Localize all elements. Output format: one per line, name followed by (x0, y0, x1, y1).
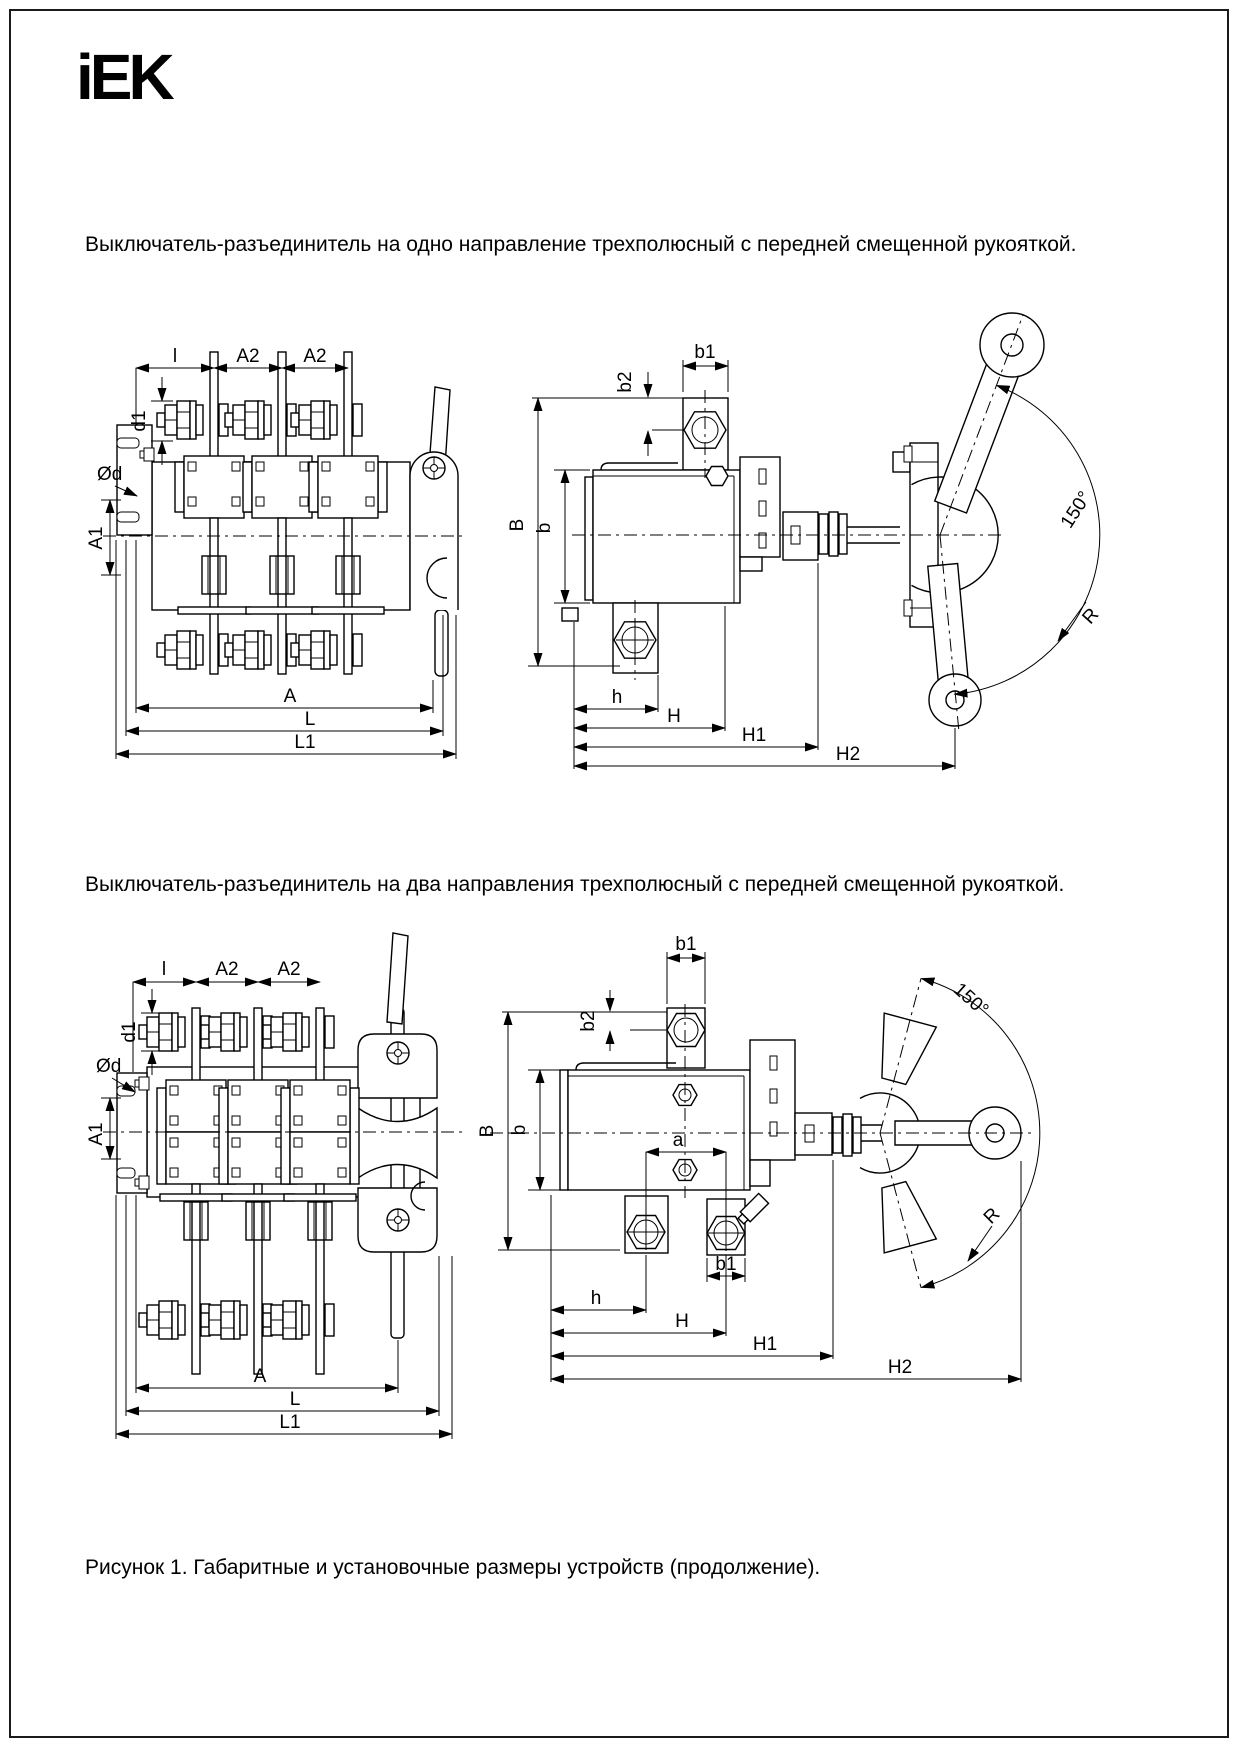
dim-label-B: B (477, 1124, 498, 1138)
figure-caption: Рисунок 1. Габаритные и установочные размеры устройств (продолжение). (85, 1556, 821, 1579)
dim-label-B: B (507, 518, 528, 532)
dim-label-b1: b1 (694, 342, 716, 363)
dim-label-b: b (534, 522, 555, 534)
switch-body-side (502, 1008, 769, 1255)
dim-label-a2-right: A2 (303, 346, 327, 367)
dim-label-H: H (675, 1311, 689, 1332)
dim-label-L: L (304, 709, 316, 730)
dim-label-l: l (172, 346, 178, 367)
dim-label-a2-right: A2 (277, 959, 301, 980)
figure2-title: Выключатель-разъединитель на два направления трехполюсный с передней смещенной рукояткой. (85, 873, 1065, 896)
figure2-front-view-drawing (86, 920, 470, 1465)
dim-label-a1: A1 (86, 526, 107, 550)
dim-label-R: R (979, 1203, 1005, 1229)
dim-label-l: l (161, 959, 167, 980)
dim-label-b2: b2 (615, 371, 636, 393)
dim-label-d1: d1 (119, 1021, 140, 1043)
dim-label-h: h (611, 687, 623, 708)
dim-label-H1: H1 (752, 1334, 778, 1355)
dim-label-diameter: Ød (96, 1056, 122, 1077)
dim-label-H2: H2 (887, 1357, 913, 1378)
dim-label-R: R (1078, 604, 1104, 629)
figure1-front-view-drawing (86, 290, 470, 760)
figure1-title: Выключатель-разъединитель на одно направление трехполюсный с передней смещенной рукояткой. (85, 233, 1077, 256)
dim-label-b: b (509, 1124, 530, 1136)
dim-label-d1: d1 (129, 410, 150, 432)
dim-label-angle: 150° (1056, 487, 1096, 533)
dim-label-L: L (289, 1389, 301, 1410)
figure2-side-view-drawing (477, 920, 1060, 1400)
dim-label-H: H (667, 706, 681, 727)
dim-label-b2: b2 (578, 1010, 599, 1032)
figure1-side-view-drawing (480, 270, 1105, 775)
dim-label-A: A (283, 686, 297, 707)
handle-shaft-assembly (358, 933, 437, 1338)
dim-label-h: h (590, 1288, 602, 1309)
dim-label-a2-left: A2 (215, 959, 239, 980)
dim-label-a2-left: A2 (236, 346, 260, 367)
dim-label-L1: L1 (294, 732, 316, 753)
pole-group (157, 352, 387, 674)
dim-label-diameter: Ød (97, 464, 123, 485)
dim-label-angle: 150° (949, 978, 993, 1021)
dim-label-H2: H2 (835, 744, 861, 765)
dim-label-a: a (672, 1130, 684, 1151)
dim-label-b1-bottom: b1 (715, 1254, 737, 1275)
dim-label-L1: L1 (279, 1412, 301, 1433)
dim-label-a1: A1 (86, 1122, 107, 1146)
dim-label-H1: H1 (741, 725, 767, 746)
handle-shaft-assembly (410, 387, 458, 676)
handle (928, 313, 1044, 726)
iek-logo: iEK (76, 41, 171, 113)
dim-label-b1-top: b1 (675, 934, 697, 955)
dim-label-A: A (253, 1366, 267, 1387)
